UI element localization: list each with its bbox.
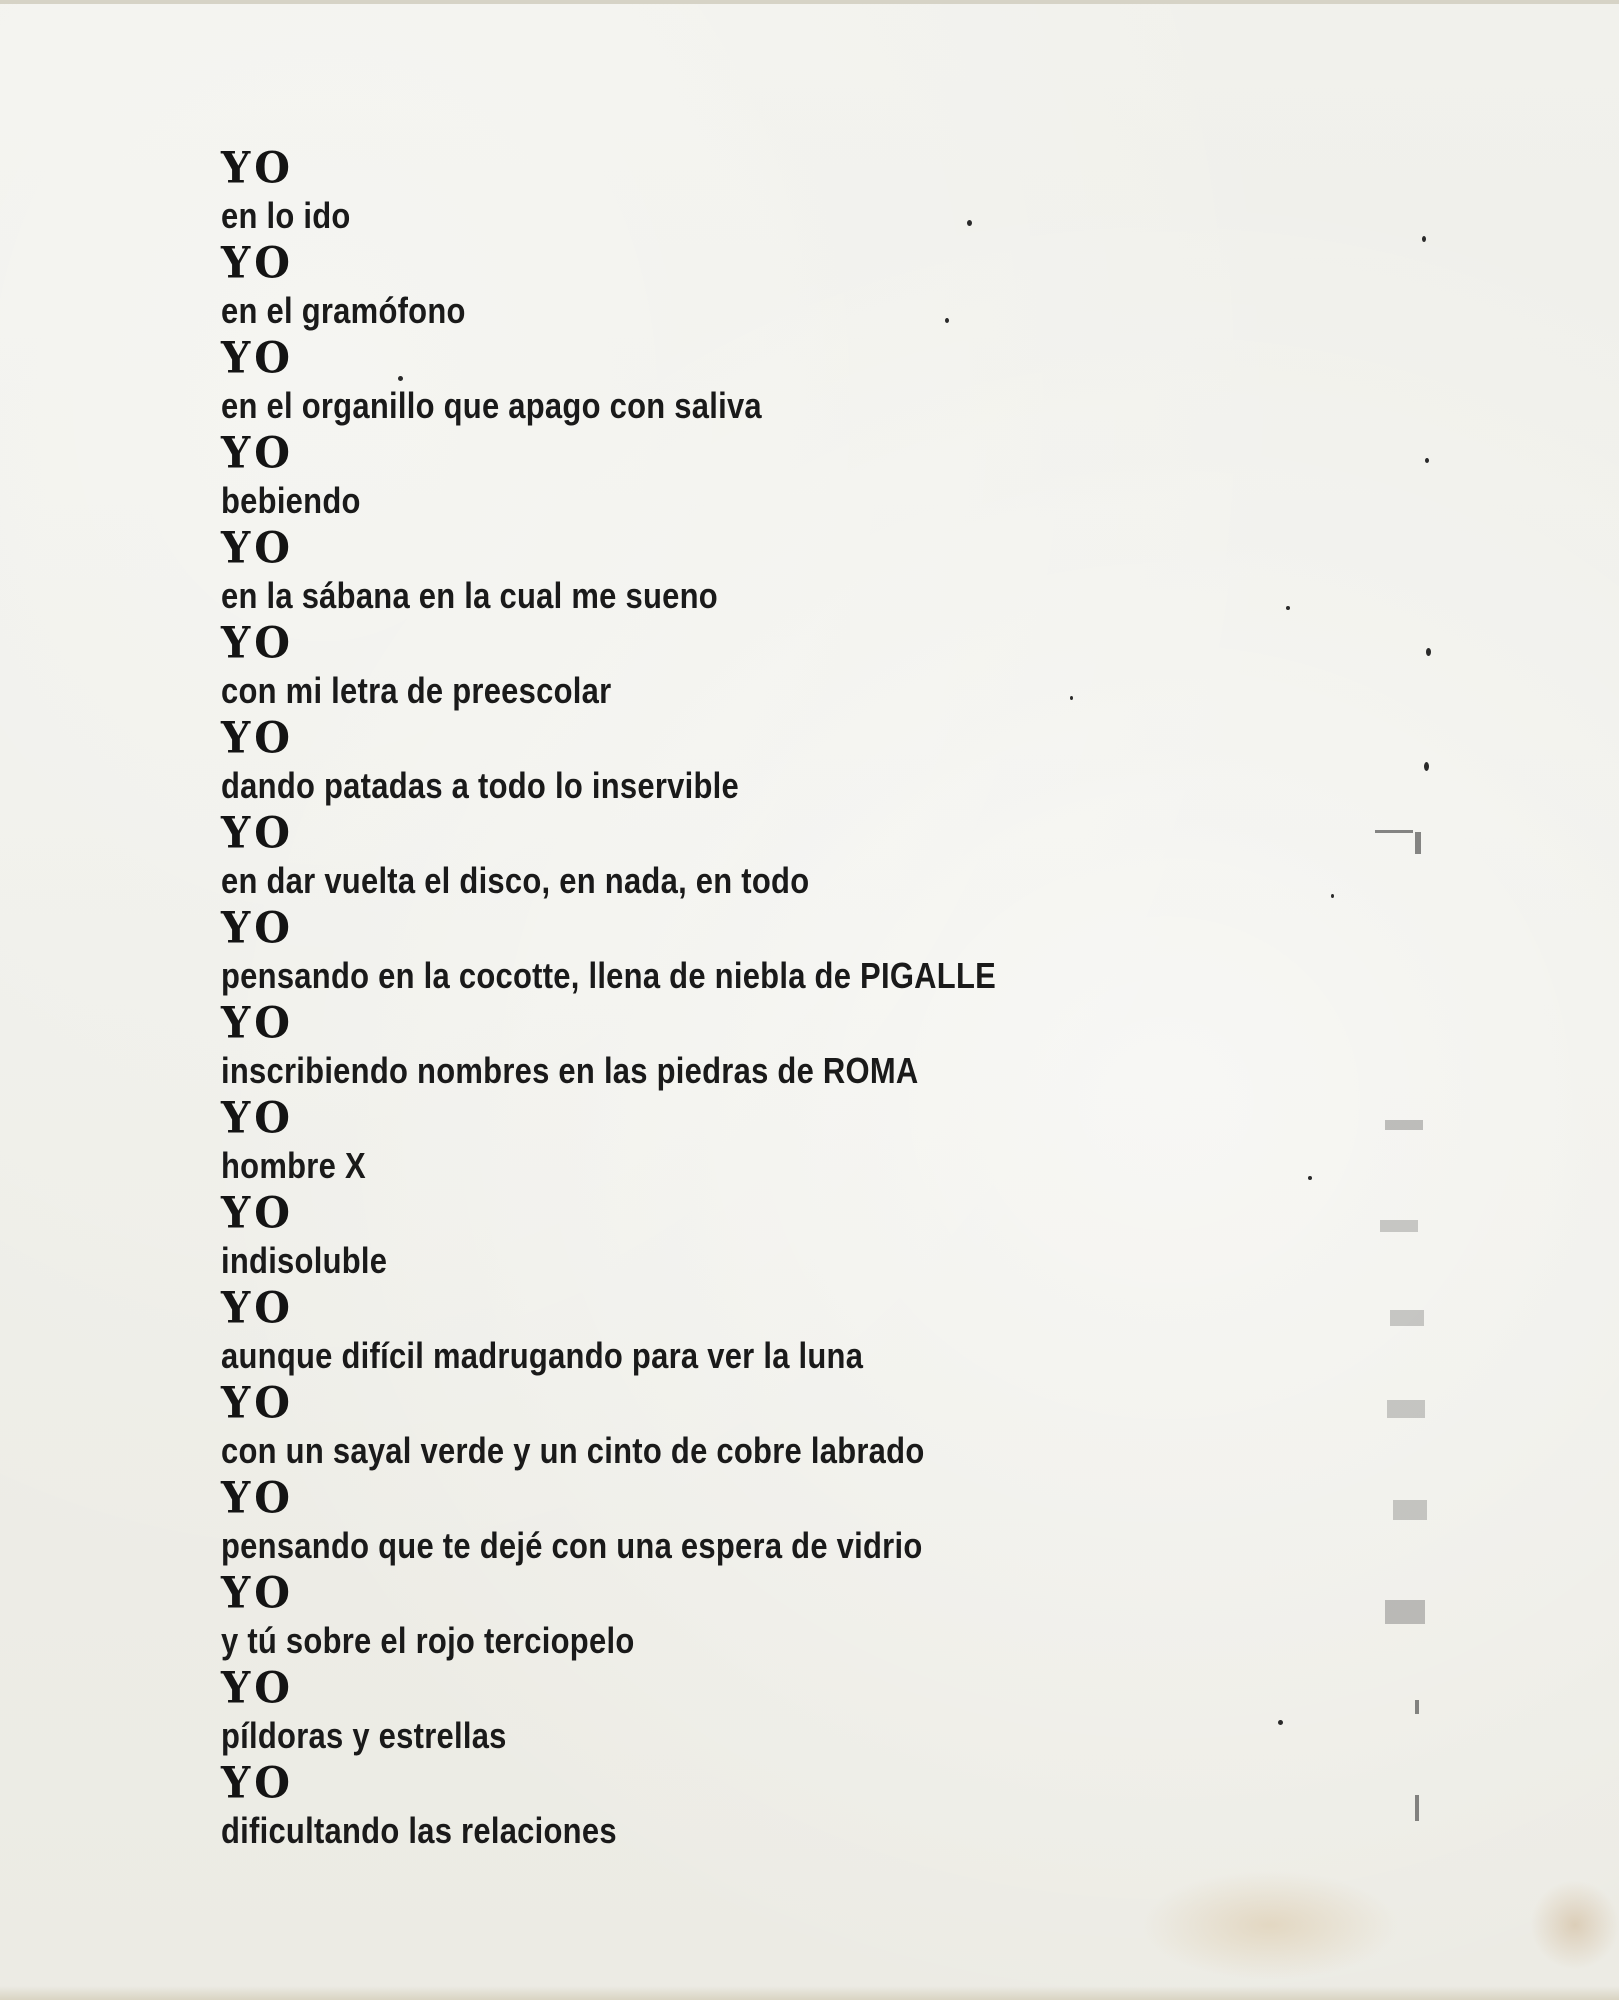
poem-line: dando patadas a todo lo inservible — [221, 765, 739, 806]
stanza — [221, 427, 1221, 526]
poem-line: indisoluble — [221, 1240, 388, 1281]
paper-stain-corner — [1530, 1880, 1619, 1970]
poem-line: hombre X — [221, 1145, 366, 1186]
stanza — [221, 332, 1221, 431]
poem-line: inscribiendo nombres en las piedras de ROMA — [221, 1050, 919, 1091]
poem-line: en la sábana en la cual me sueno — [221, 575, 718, 616]
yo-heading: YO — [221, 1472, 294, 1524]
poem-line: con un sayal verde y un cinto de cobre labrado — [221, 1430, 925, 1471]
stanza — [221, 1092, 1221, 1191]
yo-heading: YO — [221, 332, 294, 384]
stanza — [221, 807, 1221, 906]
yo-heading: YO — [221, 1187, 294, 1239]
yo-heading: YO — [221, 807, 294, 859]
yo-heading: YO — [221, 902, 294, 954]
poem-line: y tú sobre el rojo terciopelo — [221, 1620, 635, 1661]
yo-heading: YO — [221, 997, 294, 1049]
yo-heading: YO — [221, 617, 294, 669]
stanza — [221, 1282, 1221, 1381]
poem-line: con mi letra de preescolar — [221, 670, 612, 711]
yo-heading: YO — [221, 522, 294, 574]
poem — [221, 142, 1221, 1856]
poem-line: bebiendo — [221, 480, 361, 521]
margin-bleed-marks — [1365, 220, 1435, 1840]
yo-heading: YO — [221, 1092, 294, 1144]
yo-heading: YO — [221, 237, 294, 289]
stanza — [221, 142, 1221, 241]
stanza — [221, 997, 1221, 1096]
stanza — [221, 1662, 1221, 1761]
yo-heading: YO — [221, 1757, 294, 1809]
yo-heading: YO — [221, 1282, 294, 1334]
paper-stain — [1140, 1870, 1400, 1980]
poem-line: aunque difícil madrugando para ver la luna — [221, 1335, 864, 1376]
poem-line: pensando en la cocotte, llena de niebla de PIGALLE — [221, 955, 997, 996]
poem-line: en dar vuelta el disco, en nada, en todo — [221, 860, 810, 901]
yo-heading: YO — [221, 142, 294, 194]
poem-line: píldoras y estrellas — [221, 1715, 507, 1756]
paper-bottom-edge — [0, 1986, 1619, 2000]
poem-line: dificultando las relaciones — [221, 1810, 617, 1851]
stanza — [221, 617, 1221, 716]
stanza — [221, 1567, 1221, 1666]
yo-heading: YO — [221, 712, 294, 764]
poem-line: en lo ido — [221, 195, 351, 236]
paper-top-edge — [0, 0, 1619, 4]
yo-heading: YO — [221, 1377, 294, 1429]
stanza — [221, 712, 1221, 811]
poem-line: en el organillo que apago con saliva — [221, 385, 762, 426]
stanza — [221, 1377, 1221, 1476]
stanza — [221, 1187, 1221, 1286]
yo-heading: YO — [221, 1662, 294, 1714]
poem-line: en el gramófono — [221, 290, 466, 331]
stanza — [221, 522, 1221, 621]
stanza — [221, 902, 1221, 1001]
yo-heading: YO — [221, 1567, 294, 1619]
stanza — [221, 1757, 1221, 1856]
stanza — [221, 1472, 1221, 1571]
yo-heading: YO — [221, 427, 294, 479]
stanza — [221, 237, 1221, 336]
poem-line: pensando que te dejé con una espera de vidrio — [221, 1525, 923, 1566]
